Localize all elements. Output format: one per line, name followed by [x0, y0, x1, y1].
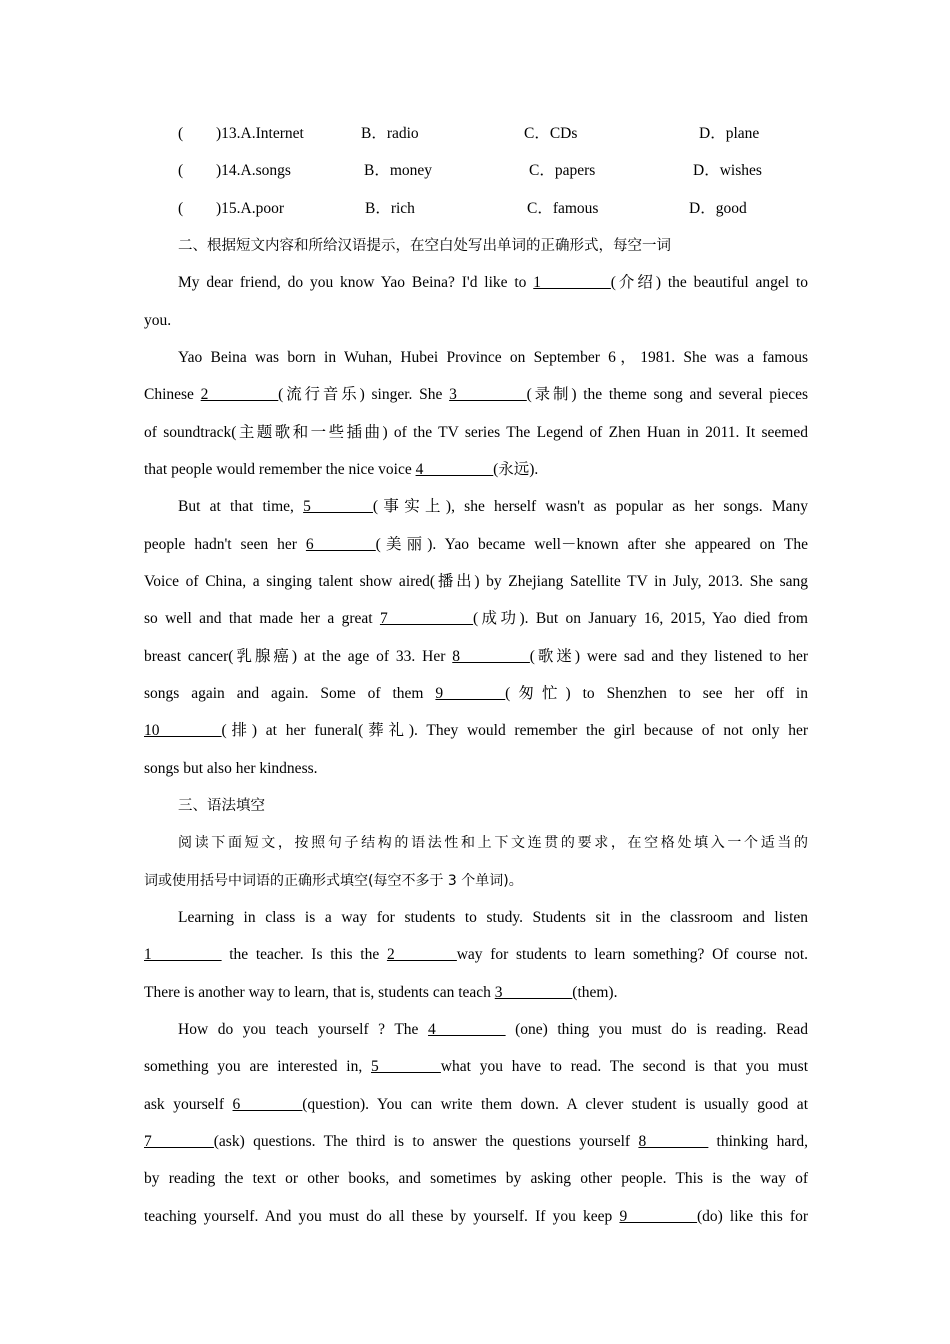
passage1-line: Yao Beina was born in Wuhan, Hubei Province on September 6，1981. She was a famous — [178, 349, 808, 366]
option-b: B．rich — [365, 200, 415, 217]
blank-5: 5________ — [303, 498, 373, 515]
choice-row-15 — [144, 198, 808, 220]
blank-1: 1_________ — [144, 946, 222, 963]
option-d: D．good — [689, 200, 747, 217]
section3-instruction: 阅读下面短文，按照句子结构的语法性和上下文连贯的要求，在空格处填入一个适当的 — [178, 835, 808, 851]
passage1-line: breast cancer(乳腺癌) at the age of 33. Her 8_________(歌迷) were sad and they listened to her — [144, 648, 808, 665]
option-c: C．CDs — [524, 125, 578, 142]
answer-paren: ( — [178, 125, 184, 142]
passage1-line: so well and that made her a great 7___________(成功). But on January 16, 2015, Yao died from — [144, 610, 808, 627]
passage2-line: by reading the text or other books, and sometimes by asking other people. This is the way of — [144, 1170, 808, 1187]
option-a: )15.A.poor — [216, 200, 285, 217]
blank-10: 10________ — [144, 722, 222, 739]
blank-6: 6________ — [232, 1096, 303, 1113]
passage1-line: Voice of China, a singing talent show aired(播出) by Zhejiang Satellite TV in July, 2013. She sang — [144, 573, 808, 590]
blank-7: 7________ — [144, 1133, 214, 1150]
blank-4: 4_________ — [415, 461, 494, 478]
blank-5: 5________ — [371, 1058, 441, 1075]
option-b: B．radio — [361, 125, 419, 142]
passage2-line: How do you teach yourself ? The 4_________ (one) thing you must do is reading. Read — [178, 1021, 809, 1038]
section3-heading: 三、语法填空 — [178, 798, 265, 814]
blank-6: 6________ — [305, 536, 376, 553]
option-d: D．wishes — [693, 162, 762, 179]
blank-4: 4_________ — [428, 1021, 506, 1038]
choice-row-13 — [144, 123, 808, 145]
passage2-line: 7________(ask) questions. The third is to answer the questions yourself 8________ thinking hard, — [144, 1133, 808, 1150]
option-a: )14.A.songs — [216, 162, 291, 179]
option-a: )13.A.Internet — [216, 125, 304, 142]
blank-9: 9_________ — [619, 1208, 697, 1225]
passage2-line: Learning in class is a way for students to study. Students sit in the classroom and listen — [178, 909, 808, 926]
blank-8: 8_________ — [452, 648, 530, 665]
passage1-line: of soundtrack(主题歌和一些插曲) of the TV series The Legend of Zhen Huan in 2011. It seemed — [144, 424, 808, 441]
passage1-line: you. — [144, 312, 172, 329]
answer-paren: ( — [178, 200, 184, 217]
blank-9: 9________ — [435, 685, 506, 702]
passage2-line: 1_________ the teacher. Is this the 2________way for students to learn something? Of course not. — [144, 946, 808, 963]
option-b: B．money — [364, 162, 433, 179]
blank-2: 2________ — [386, 946, 457, 963]
passage2-line: ask yourself 6________(question). You can write them down. A clever student is usually good at — [144, 1096, 808, 1113]
blank-7: 7___________ — [379, 610, 473, 627]
option-d: D．plane — [699, 125, 760, 142]
passage1-line: people hadn't seen her 6________(美丽). Yao became well－known after she appeared on The — [144, 536, 808, 553]
option-c: C．famous — [527, 200, 599, 217]
answer-paren: ( — [178, 162, 184, 179]
passage1-line: songs again and again. Some of them 9________(匆忙) to Shenzhen to see her off in — [144, 685, 808, 702]
passage2-line: There is another way to learn, that is, students can teach 3_________(them). — [144, 984, 618, 1001]
blank-3: 3_________ — [494, 984, 573, 1001]
passage1-line: My dear friend, do you know Yao Beina? I'd like to 1_________(介绍) the beautiful angel to — [178, 274, 808, 291]
blank-3: 3_________ — [449, 386, 527, 403]
passage1-line: But at that time, 5________(事实上), she herself wasn't as popular as her songs. Many — [178, 498, 808, 515]
choice-row-14 — [144, 160, 808, 182]
section3-instruction: 词或使用括号中词语的正确形式填空(每空不多于 3 个单词)。 — [144, 873, 523, 889]
blank-2: 2_________ — [200, 386, 279, 403]
option-c: C．papers — [529, 162, 596, 179]
passage1-line: Chinese 2_________(流行音乐) singer. She 3_________(录制) the theme song and several pieces — [144, 386, 808, 403]
passage1-line: that people would remember the nice voice 4_________(永远). — [144, 461, 539, 478]
blank-8: 8________ — [638, 1133, 709, 1150]
section2-heading: 二、根据短文内容和所给汉语提示，在空白处写出单词的正确形式，每空一词 — [178, 238, 671, 254]
passage2-line: something you are interested in, 5________what you have to read. The second is that you must — [144, 1058, 808, 1075]
passage1-line: songs but also her kindness. — [144, 760, 318, 777]
passage2-line: teaching yourself. And you must do all these by yourself. If you keep 9_________(do) like this for — [144, 1208, 808, 1225]
blank-1: 1_________ — [533, 274, 611, 291]
passage1-line: 10________(排) at her funeral(葬礼). They would remember the girl because of not only her — [144, 722, 808, 739]
